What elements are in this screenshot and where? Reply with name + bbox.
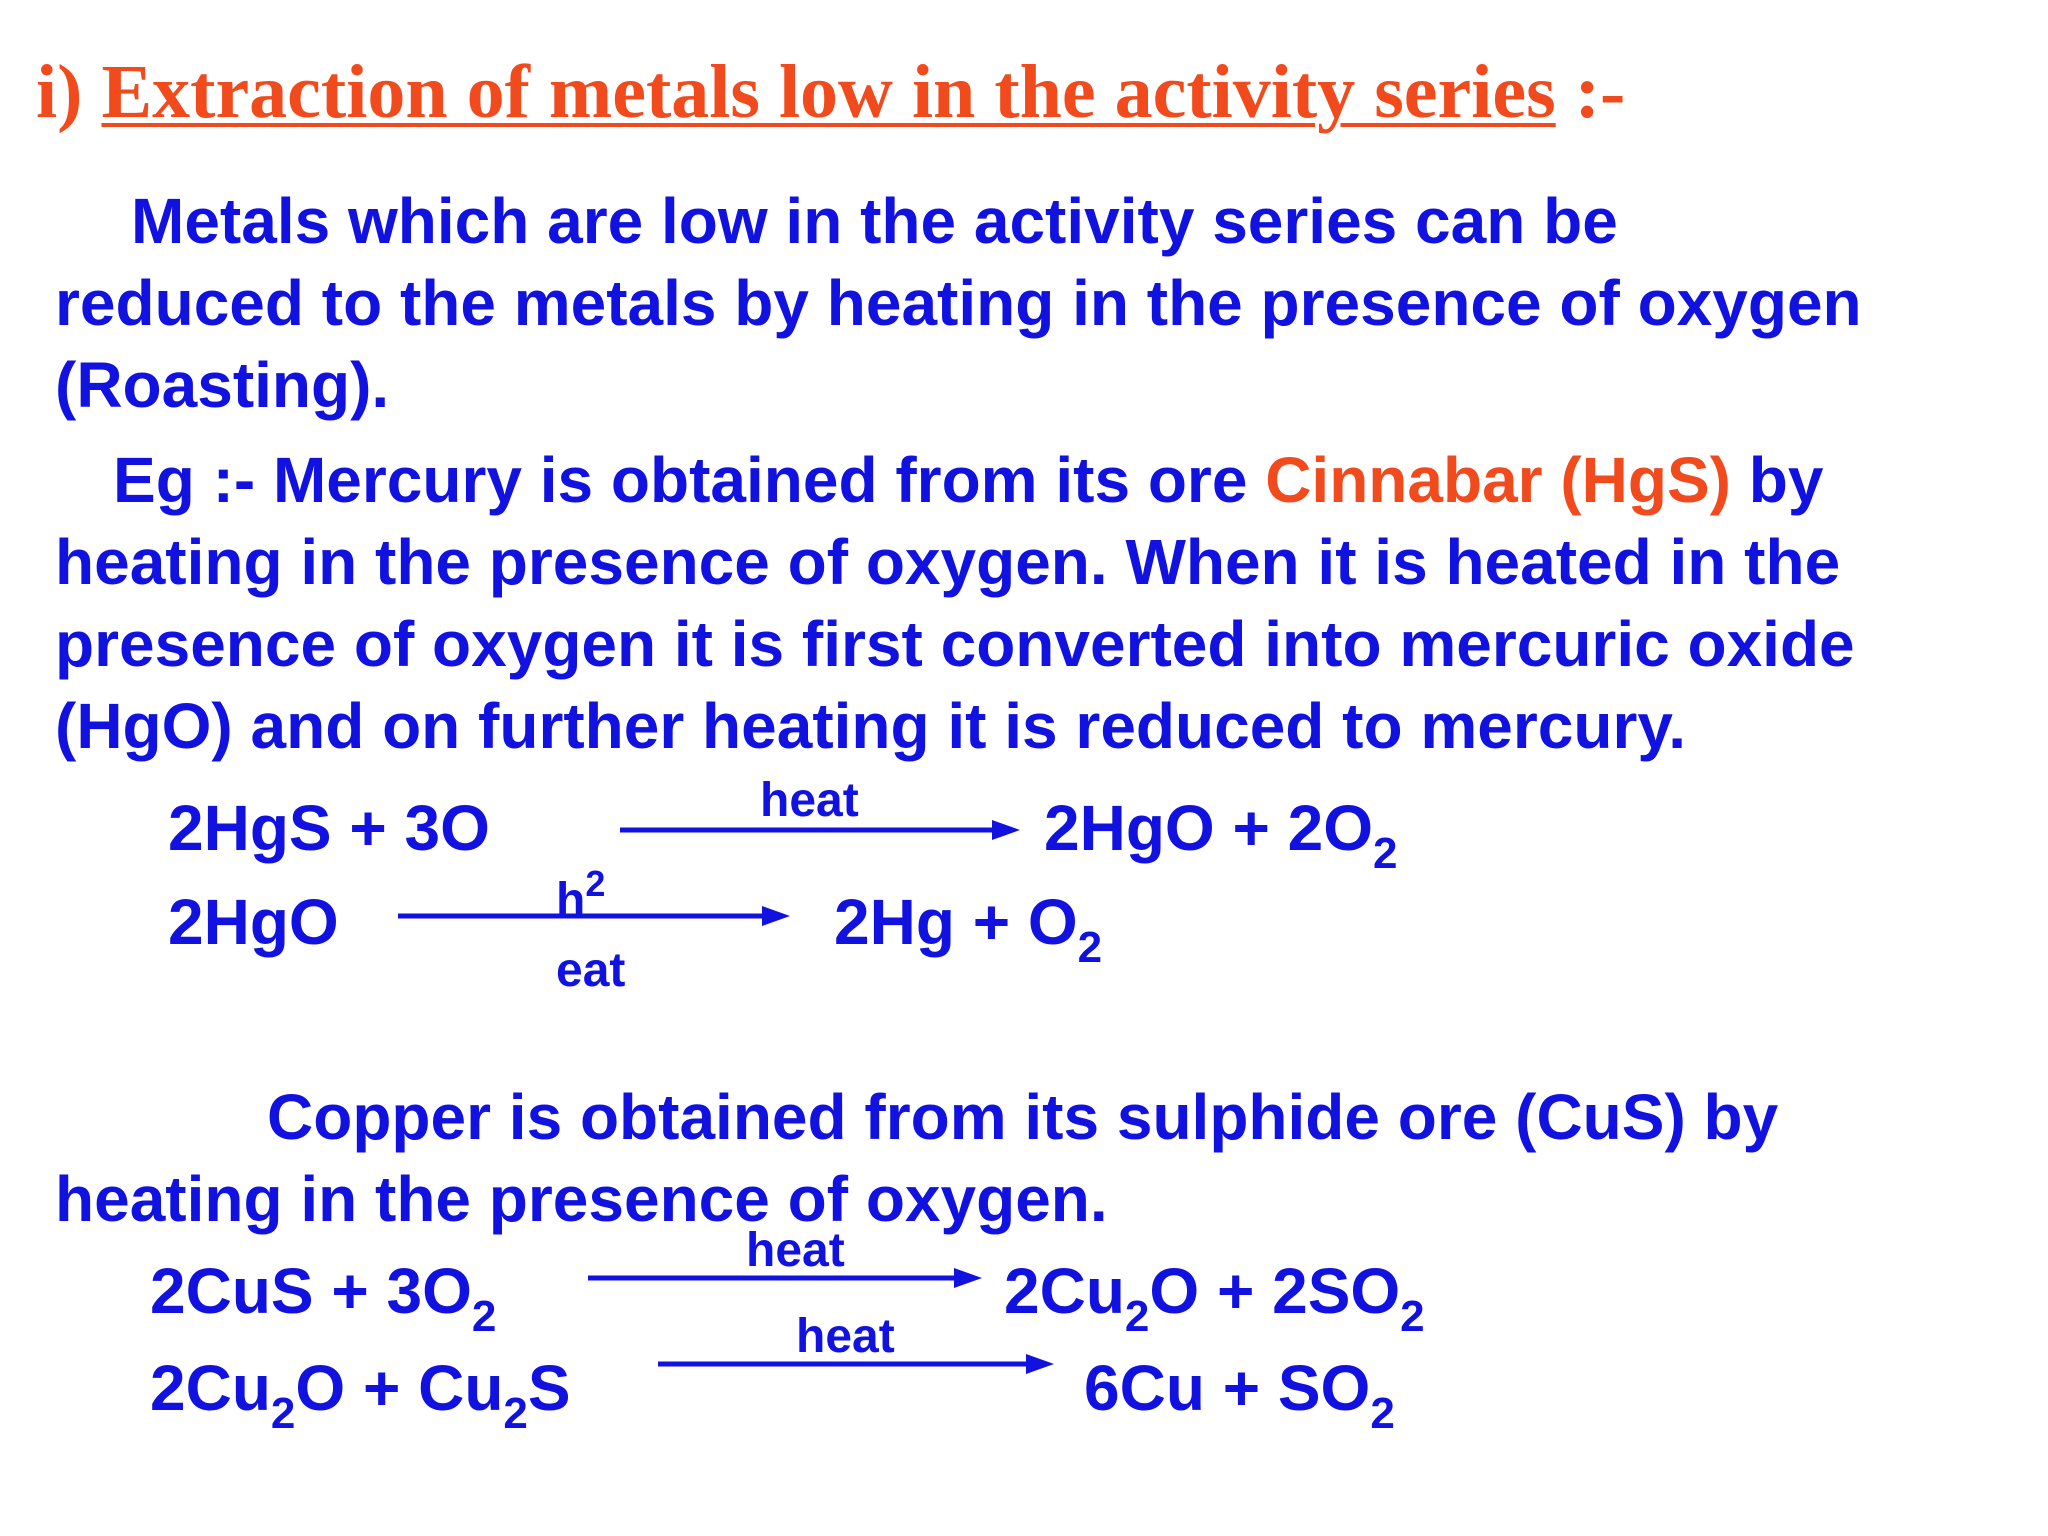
eq1-arrow xyxy=(620,818,1020,848)
eq4-r3: S xyxy=(527,1352,571,1424)
copper-paragraph xyxy=(55,1076,2035,1240)
eq2-reactants: 2HgO xyxy=(168,886,339,958)
mercury-line-1b: by xyxy=(1730,444,1824,516)
eq3-p2: O + 2SO xyxy=(1149,1255,1401,1327)
eq4-r1: 2Cu xyxy=(150,1352,271,1424)
mercury-line-1 xyxy=(55,439,2035,521)
intro-line-2: reduced to the metals by heating in the presence of oxygen xyxy=(55,267,1862,339)
eq3-p1: 2Cu xyxy=(1004,1255,1125,1327)
eq2-condition-sup: 2 xyxy=(585,863,606,904)
eq1-products-sub: 2 xyxy=(1373,829,1398,878)
eq4-products xyxy=(1084,1352,1395,1438)
eq2-arrow xyxy=(398,904,790,934)
eq2-products-sub: 2 xyxy=(1077,923,1103,972)
mercury-line-4: (HgO) and on further heating it is reduced to mercury. xyxy=(55,690,1686,762)
eq4-arrow xyxy=(658,1352,1054,1382)
eq3-reactants xyxy=(150,1255,497,1341)
slide-title xyxy=(36,42,1625,142)
mercury-line-2: heating in the presence of oxygen. When it is heated in the xyxy=(55,526,1841,598)
eq2-products-main: 2Hg + O xyxy=(834,886,1078,958)
eq1-products xyxy=(1044,792,1398,878)
title-prefix: i) xyxy=(36,50,102,134)
eq1-products-main: 2HgO + 2O xyxy=(1044,792,1373,864)
eq2-products xyxy=(834,886,1103,972)
eq3-p2-sub: 2 xyxy=(1400,1292,1425,1341)
intro-line-3: (Roasting). xyxy=(55,349,390,421)
intro-paragraph xyxy=(55,180,2035,426)
intro-line-1: Metals which are low in the activity series can be xyxy=(131,185,1618,257)
mercury-line-3: presence of oxygen it is first converted into mercuric oxide xyxy=(55,608,1855,680)
mercury-line-1a: Eg :- Mercury is obtained from its ore xyxy=(113,444,1266,516)
eq3-condition: heat xyxy=(746,1224,845,1277)
title-underlined: Extraction of metals low in the activity series xyxy=(101,50,1556,134)
cinnabar-highlight: Cinnabar (HgS) xyxy=(1265,444,1731,516)
eq4-r2: O + Cu xyxy=(295,1352,504,1424)
eq4-p1: 6Cu + SO xyxy=(1084,1352,1371,1424)
mercury-paragraph xyxy=(55,439,2035,767)
eq3-products xyxy=(1004,1255,1425,1341)
eq4-r2-sub: 2 xyxy=(503,1389,528,1438)
eq4-reactants xyxy=(150,1352,571,1438)
title-suffix: :- xyxy=(1555,50,1626,134)
eq1-reactants: 2HgS + 3O xyxy=(168,792,490,864)
eq3-p1-sub: 2 xyxy=(1124,1292,1150,1341)
eq4-p1-sub: 2 xyxy=(1370,1389,1395,1438)
eq4-condition: heat xyxy=(796,1310,895,1363)
eq3-arrow xyxy=(588,1266,982,1296)
eq3-r1: 2CuS + 3O xyxy=(150,1255,472,1327)
eq2-condition-h: h xyxy=(556,874,586,927)
eq1-condition: heat xyxy=(760,774,859,827)
copper-line-1: Copper is obtained from its sulphide ore (CuS) by xyxy=(267,1081,1779,1153)
eq3-r1-sub: 2 xyxy=(471,1292,497,1341)
eq4-r1-sub: 2 xyxy=(270,1389,296,1438)
eq2-condition-bottom: eat xyxy=(556,944,626,997)
copper-line-2: heating in the presence of oxygen. xyxy=(55,1163,1108,1235)
